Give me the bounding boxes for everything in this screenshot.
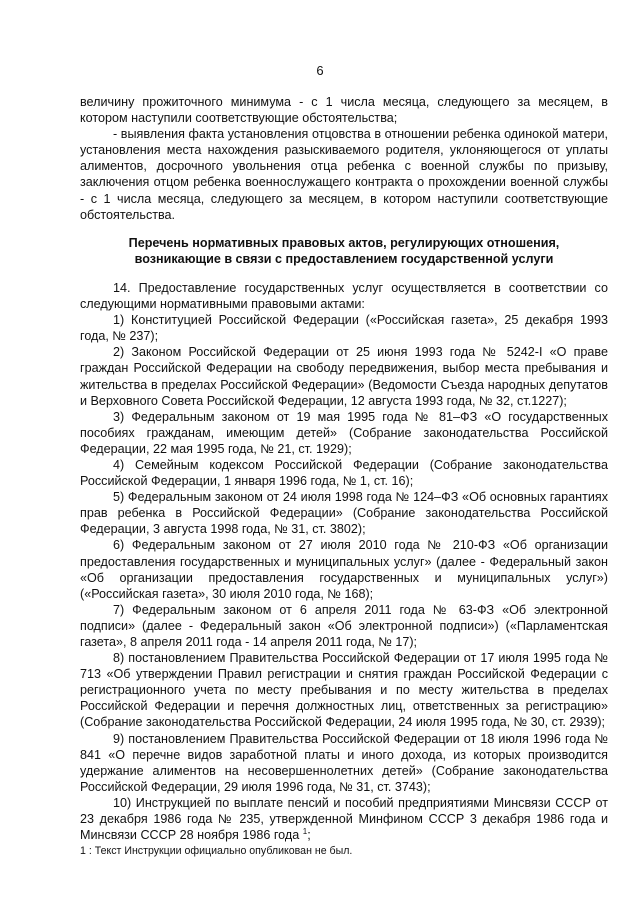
list-item-10-text: 10) Инструкцией по выплате пенсий и пособий предприятиями Минсвязи СССР от 23 декабря 1986 года № 235, утвержденной Минфином СССР 3 декабря 1986 года и Минсвязи СССР 28 ноября 1986 года — [80, 795, 608, 843]
section-heading-line-2: возникающие в связи с предоставлением государственной услуги — [134, 251, 554, 266]
list-item-10 — [80, 795, 608, 843]
paragraph-item-14: 14. Предоставление государственных услуг осуществляется в соответствии со следующими нормативными правовыми актами: — [80, 280, 608, 312]
list-item-3: 3) Федеральным законом от 19 мая 1995 года № 81–ФЗ «О государственных пособиях гражданам, имеющим детей» (Собрание законодательства Российской Федерации, 22 мая 1995 года, № 21, ст. 1929); — [80, 409, 608, 456]
page-number: 6 — [316, 63, 324, 78]
document-body — [80, 94, 608, 843]
section-heading-line-1: Перечень нормативных правовых актов, регулирующих отношения, — [128, 235, 560, 250]
paragraph-intro-2: - выявления факта установления отцовства в отношении ребенка одинокой матери, установления места нахождения разыскиваемого родителя, уклоняющегося от уплаты алиментов, досрочного увольнения отца ребенка с военной службы по призыву, заключения отцом ребенка военнослужащего контракта о прохождении военной службы - с 1 числа месяца, следующего за месяцем, в котором наступили соответствующие обстоятельства. — [80, 127, 608, 222]
list-item-7: 7) Федеральным законом от 6 апреля 2011 года № 63-ФЗ «Об электронной подписи» (далее - Федеральный закон «Об электронной подписи») («Парламентская газета», 8 апреля 2011 года - 14 апреля 2011 года, № 17); — [80, 602, 608, 649]
list-item-8: 8) постановлением Правительства Российской Федерации от 17 июля 1995 года № 713 «Об утверждении Правил регистрации и снятия граждан Российской Федерации с регистрационного учета по месту пребывания и по месту жительства в пределах Российской Федерации и перечня должностных лиц, ответственных за регистрацию» (Собрание законодательства Российской Федерации, 24 июля 1995 года, № 30, ст. 2939); — [80, 651, 608, 730]
list-item-9: 9) постановлением Правительства Российской Федерации от 18 июля 1996 года № 841 «О перечне видов заработной платы и иного дохода, из которых производится удержание алиментов на несовершеннолетних детей» (Собрание законодательства Российской Федерации, 29 июля 1996 года, № 31, ст. 3743); — [80, 731, 608, 794]
spacer — [80, 223, 608, 235]
list-item-5: 5) Федеральным законом от 24 июля 1998 года № 124–ФЗ «Об основных гарантиях прав ребенка в Российской Федерации» (Собрание законодательства Российской Федерации, 3 августа 1998 года, № 31, ст. 3802); — [80, 490, 608, 537]
footnote-reference: 1 — [302, 826, 308, 836]
list-item-4: 4) Семейным кодексом Российской Федерации (Собрание законодательства Российской Федерации, 1 января 1996 года, № 1, ст. 16); — [80, 457, 608, 489]
footnote: 1 : Текст Инструкции официально опубликован не был. — [80, 845, 353, 857]
list-item-10-end: ; — [307, 828, 311, 843]
list-item-2: 2) Законом Российской Федерации от 25 июня 1993 года № 5242-I «О праве граждан Российской Федерации на свободу передвижения, выбор места пребывания и жительства в пределах Российской Федерации» (Ведомости Съезда народных депутатов и Верховного Совета Российской Федерации, 12 августа 1993 года, № 32, ст.1227); — [80, 345, 608, 408]
list-item-1: 1) Конституцией Российской Федерации («Российская газета», 25 декабря 1993 года, № 237); — [80, 313, 608, 344]
spacer — [80, 267, 608, 280]
paragraph-intro-1: величину прожиточного минимума - с 1 числа месяца, следующего за месяцем, в котором наступили соответствующие обстоятельства; — [80, 95, 608, 126]
list-item-6: 6) Федеральным законом от 27 июля 2010 года № 210-ФЗ «Об организации предоставления государственных и муниципальных услуг» (далее - Федеральный закон «Об организации предоставления государственных и муниципальных услуг») («Российская газета», 30 июля 2010 года, № 168); — [80, 538, 608, 601]
